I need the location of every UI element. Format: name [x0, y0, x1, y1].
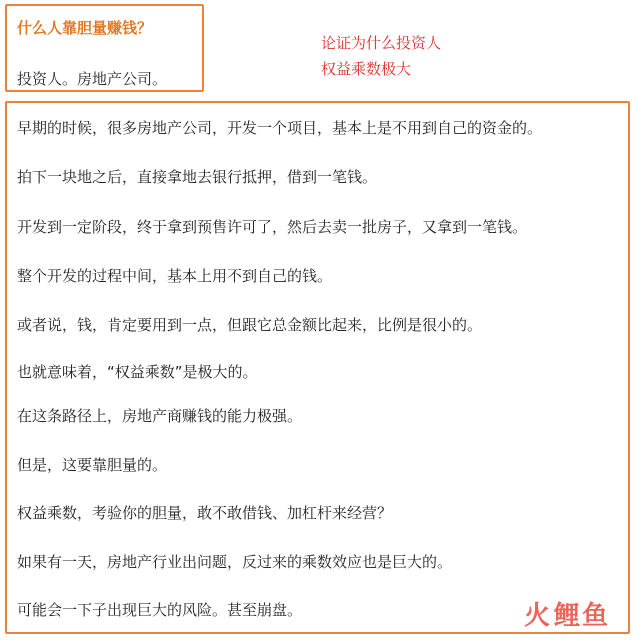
side-annotation-line-1: 论证为什么投资人: [321, 34, 442, 52]
paragraph: 如果有一天，房地产行业出问题，反过来的乘数效应也是巨大的。: [17, 553, 453, 571]
question-answer: 投资人。房地产公司。: [17, 70, 168, 88]
question-box: [5, 4, 204, 92]
paragraph: 开发到一定阶段，终于拿到预售许可了，然后去卖一批房子，又拿到一笔钱。: [17, 218, 528, 236]
brand-watermark: [524, 595, 610, 632]
content-box: [5, 101, 630, 634]
question-title: 什么人靠胆量赚钱？: [17, 19, 153, 37]
side-annotation-line-2: 权益乘数极大: [321, 60, 412, 78]
paragraph: 早期的时候，很多房地产公司，开发一个项目，基本上是不用到自己的资金的。: [17, 119, 543, 137]
paragraph: 也就意味着，“权益乘数”是极大的。: [17, 363, 258, 381]
paragraph: 在这条路径上，房地产商赚钱的能力极强。: [17, 407, 303, 425]
side-annotation: [321, 30, 441, 82]
paragraph: 整个开发的过程中间，基本上用不到自己的钱。: [17, 267, 333, 285]
paragraph: 拍下一块地之后，直接拿地去银行抵押，借到一笔钱。: [17, 168, 378, 186]
paragraph: 权益乘数，考验你的胆量，敢不敢借钱、加杠杆来经营？: [17, 504, 393, 522]
paragraph: 但是，这要靠胆量的。: [17, 456, 168, 474]
fire-logo-icon: 火: [523, 601, 550, 631]
paragraph: 可能会一下子出现巨大的风险。甚至崩盘。: [17, 601, 303, 619]
watermark-text: 鲤鱼: [553, 601, 610, 631]
paragraph: 或者说，钱，肯定要用到一点，但跟它总金额比起来，比例是很小的。: [17, 316, 483, 334]
